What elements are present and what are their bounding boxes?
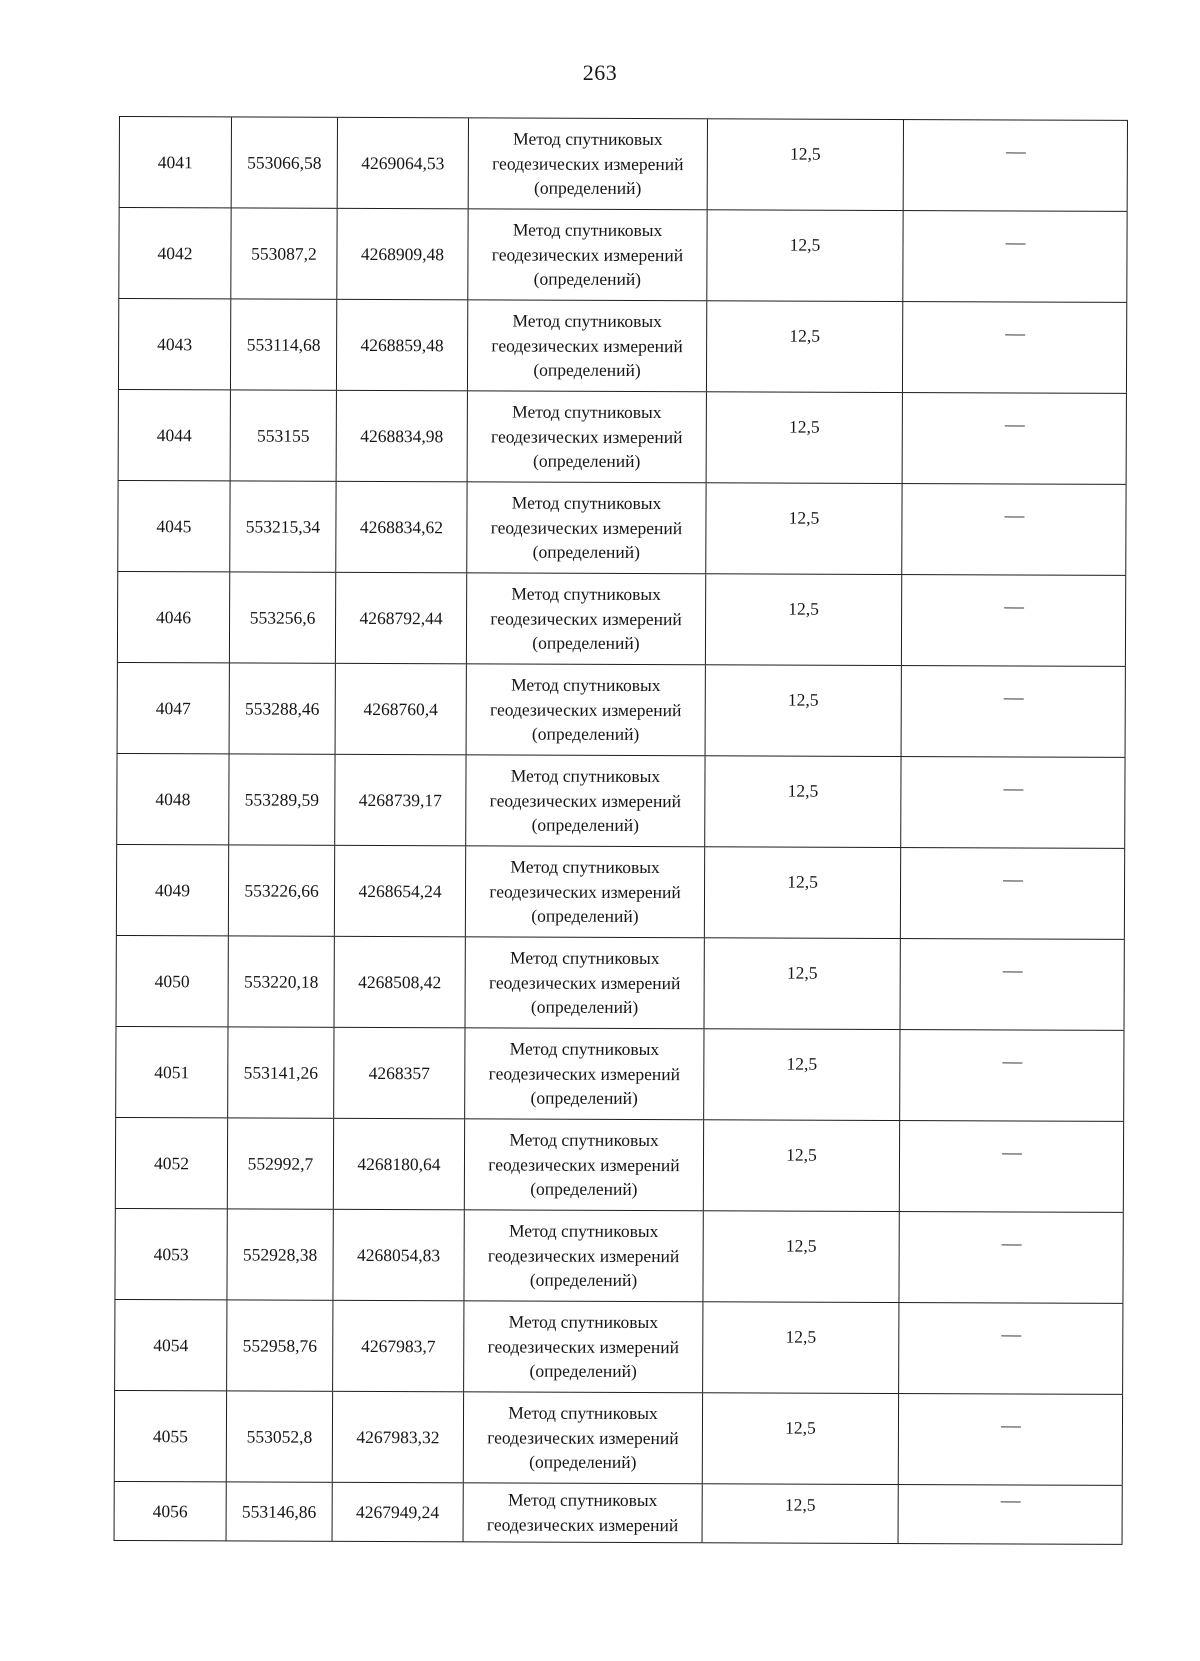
accuracy-cell: 12,5 (702, 1211, 898, 1302)
table-row (114, 1209, 1123, 1304)
y-coordinate-cell: 4267949,24 (332, 1483, 463, 1542)
method-line: Метод спутниковых (508, 1220, 659, 1242)
method-line: Метод спутниковых (510, 856, 660, 878)
x-coordinate-cell: 552992,7 (227, 1118, 333, 1208)
method-cell (464, 1119, 703, 1210)
dash-mark (1003, 880, 1023, 881)
accuracy-cell: 12,5 (704, 756, 900, 847)
accuracy-cell: 12,5 (704, 938, 900, 1029)
point-number-cell: 4052 (115, 1118, 227, 1208)
method-cell (466, 664, 705, 755)
point-number-cell: 4054 (114, 1300, 226, 1390)
dash-mark (1004, 607, 1024, 608)
x-coordinate-cell: 553289,59 (228, 754, 334, 844)
method-line: геодезических измерений (487, 1427, 679, 1448)
point-number-cell: 4049 (116, 845, 228, 935)
description-cell (898, 1394, 1123, 1485)
description-cell (900, 848, 1125, 939)
point-number-cell: 4044 (118, 390, 230, 480)
x-coordinate-cell: 553226,66 (228, 845, 334, 935)
y-coordinate-cell: 4268739,17 (334, 755, 465, 846)
x-coordinate-cell: 553066,58 (231, 117, 337, 207)
method-line: (определений) (532, 450, 641, 472)
y-coordinate-cell: 4267983,7 (332, 1301, 463, 1392)
table-row (118, 299, 1127, 394)
description-cell (901, 575, 1126, 666)
y-coordinate-cell: 4268180,64 (333, 1119, 464, 1210)
method-line: геодезических измерений (492, 153, 684, 174)
method-line: Метод спутниковых (507, 1489, 658, 1511)
method-line: Метод спутниковых (508, 1311, 659, 1333)
method-line: Метод спутниковых (509, 1129, 659, 1151)
description-cell (899, 1121, 1124, 1212)
accuracy-cell: 12,5 (702, 1393, 898, 1484)
method-line: (определений) (529, 1451, 637, 1473)
dash-mark (1000, 1501, 1020, 1502)
point-number-cell: 4053 (114, 1209, 226, 1299)
y-coordinate-cell: 4268357 (333, 1028, 464, 1119)
dash-mark (1004, 425, 1024, 426)
method-line: (определений) (529, 1360, 637, 1382)
accuracy-cell: 12,5 (706, 210, 902, 301)
description-cell (900, 939, 1125, 1030)
method-line: Метод спутниковых (512, 401, 662, 423)
y-coordinate-cell: 4268909,48 (336, 209, 467, 300)
accuracy-cell: 12,5 (706, 392, 902, 483)
accuracy-cell: 12,5 (702, 1302, 898, 1393)
method-line: геодезических измерений (491, 244, 684, 265)
method-line: (определений) (532, 541, 641, 563)
table-row (114, 1482, 1123, 1545)
x-coordinate-cell: 553114,68 (230, 299, 336, 389)
method-line: (определений) (534, 177, 642, 199)
page-number: 263 (582, 60, 618, 85)
x-coordinate-cell: 552928,38 (226, 1209, 332, 1299)
method-line: Метод спутниковых (508, 1402, 658, 1424)
method-cell (468, 118, 707, 209)
x-coordinate-cell: 553288,46 (229, 663, 335, 753)
description-cell (898, 1485, 1123, 1544)
description-cell (902, 211, 1127, 302)
accuracy-cell: 12,5 (706, 301, 902, 392)
method-line: геодезических измерений (487, 1336, 680, 1357)
dash-mark (1005, 243, 1025, 244)
accuracy-cell: 12,5 (703, 1120, 899, 1211)
dash-mark (1002, 971, 1022, 972)
method-cell (467, 391, 706, 482)
method-cell (463, 1483, 702, 1542)
x-coordinate-cell: 552958,76 (226, 1300, 332, 1390)
method-line: геодезических измерений (491, 426, 683, 447)
table-row (116, 754, 1125, 849)
x-coordinate-cell: 553155 (230, 390, 336, 480)
y-coordinate-cell: 4268760,4 (335, 664, 466, 755)
accuracy-cell: 12,5 (707, 119, 903, 210)
method-line: Метод спутниковых (512, 310, 662, 332)
dash-mark (1005, 334, 1025, 335)
y-coordinate-cell: 4268834,62 (335, 482, 466, 573)
y-coordinate-cell: 4268508,42 (334, 937, 465, 1028)
method-line: (определений) (529, 1269, 638, 1291)
method-line: геодезических измерений (487, 1245, 680, 1266)
accuracy-cell: 12,5 (704, 847, 900, 938)
y-coordinate-cell: 4267983,32 (332, 1392, 463, 1483)
y-coordinate-cell: 4268654,24 (334, 846, 465, 937)
point-number-cell: 4043 (118, 299, 230, 389)
method-line: геодезических измерений (488, 1154, 680, 1175)
table-row (117, 481, 1126, 576)
method-cell (466, 482, 705, 573)
point-number-cell: 4041 (119, 117, 231, 207)
dash-mark (1002, 1153, 1022, 1154)
table-row (114, 1300, 1123, 1395)
point-number-cell: 4050 (116, 936, 228, 1026)
table-row (117, 572, 1126, 667)
accuracy-cell: 12,5 (703, 1029, 899, 1120)
method-cell (463, 1210, 702, 1301)
accuracy-cell: 12,5 (705, 665, 901, 756)
description-cell (903, 120, 1128, 211)
method-line: (определений) (531, 723, 640, 745)
accuracy-cell: 12,5 (705, 483, 901, 574)
x-coordinate-cell: 553141,26 (227, 1027, 333, 1117)
method-line: Метод спутниковых (509, 1038, 660, 1060)
point-number-cell: 4046 (117, 572, 229, 662)
point-number-cell: 4056 (114, 1482, 226, 1540)
method-line: Метод спутниковых (510, 765, 661, 787)
method-line: геодезических измерений (489, 881, 681, 902)
point-number-cell: 4055 (114, 1391, 226, 1481)
point-number-cell: 4051 (115, 1027, 227, 1117)
dash-mark (1000, 1426, 1020, 1427)
method-line: (определений) (533, 359, 641, 381)
description-cell (902, 393, 1127, 484)
method-line: геодезических измерений (488, 972, 681, 993)
x-coordinate-cell: 553256,6 (229, 572, 335, 662)
method-line: геодезических измерений (491, 335, 683, 356)
method-cell (463, 1392, 702, 1483)
method-line: геодезических измерений (488, 1063, 681, 1084)
method-cell (465, 937, 704, 1028)
point-number-cell: 4042 (118, 208, 230, 298)
y-coordinate-cell: 4268859,48 (336, 300, 467, 391)
method-line: (определений) (531, 905, 639, 927)
point-number-cell: 4047 (117, 663, 229, 753)
method-cell (467, 209, 706, 300)
dash-mark (1003, 789, 1023, 790)
method-line: Метод спутниковых (512, 219, 663, 241)
description-cell (901, 484, 1126, 575)
method-line: геодезических измерений (490, 517, 683, 538)
method-line: (определений) (530, 996, 639, 1018)
table-row (119, 117, 1128, 212)
coordinates-table (114, 116, 1128, 1545)
dash-mark (1005, 152, 1025, 153)
point-number-cell: 4048 (116, 754, 228, 844)
accuracy-cell: 12,5 (702, 1484, 898, 1543)
method-line: (определений) (530, 1178, 638, 1200)
dash-mark (1001, 1335, 1021, 1336)
method-line: Метод спутниковых (511, 674, 661, 696)
table-row (116, 936, 1125, 1031)
x-coordinate-cell: 553146,86 (226, 1482, 332, 1540)
method-line: (определений) (532, 632, 640, 654)
y-coordinate-cell: 4269064,53 (337, 118, 468, 209)
method-line: Метод спутниковых (513, 128, 663, 150)
description-cell (898, 1303, 1123, 1394)
method-cell (463, 1301, 702, 1392)
method-line: (определений) (530, 1087, 638, 1109)
description-cell (901, 666, 1126, 757)
dash-mark (1002, 1062, 1022, 1063)
method-line: Метод спутниковых (510, 947, 660, 969)
dash-mark (1003, 698, 1023, 699)
description-cell (900, 757, 1125, 848)
table-row (118, 390, 1127, 485)
method-cell (467, 300, 706, 391)
method-line: (определений) (533, 268, 642, 290)
x-coordinate-cell: 553087,2 (230, 208, 336, 298)
table-row (116, 845, 1125, 940)
method-line: геодезических измерений (489, 790, 682, 811)
y-coordinate-cell: 4268834,98 (336, 391, 467, 482)
table-row (115, 1027, 1124, 1122)
x-coordinate-cell: 553220,18 (228, 936, 334, 1026)
dash-mark (1001, 1244, 1021, 1245)
table-row (114, 1391, 1123, 1486)
method-cell (465, 846, 704, 937)
method-cell (465, 755, 704, 846)
method-line: Метод спутниковых (511, 583, 661, 605)
method-line: Метод спутниковых (511, 492, 662, 514)
x-coordinate-cell: 553215,34 (229, 481, 335, 571)
description-cell (902, 302, 1127, 393)
method-line: геодезических измерений (490, 608, 682, 629)
method-line: (определений) (531, 814, 639, 836)
table-row (117, 663, 1126, 758)
dash-mark (1004, 516, 1024, 517)
method-line: геодезических измерений (486, 1513, 679, 1535)
x-coordinate-cell: 553052,8 (226, 1391, 332, 1481)
description-cell (898, 1212, 1123, 1303)
table-row (118, 208, 1127, 303)
accuracy-cell: 12,5 (705, 574, 901, 665)
y-coordinate-cell: 4268792,44 (335, 573, 466, 664)
method-cell (464, 1028, 703, 1119)
method-line: геодезических измерений (489, 699, 682, 720)
point-number-cell: 4045 (117, 481, 229, 571)
method-cell (466, 573, 705, 664)
table-row (115, 1118, 1124, 1213)
description-cell (899, 1030, 1124, 1121)
y-coordinate-cell: 4268054,83 (332, 1210, 463, 1301)
